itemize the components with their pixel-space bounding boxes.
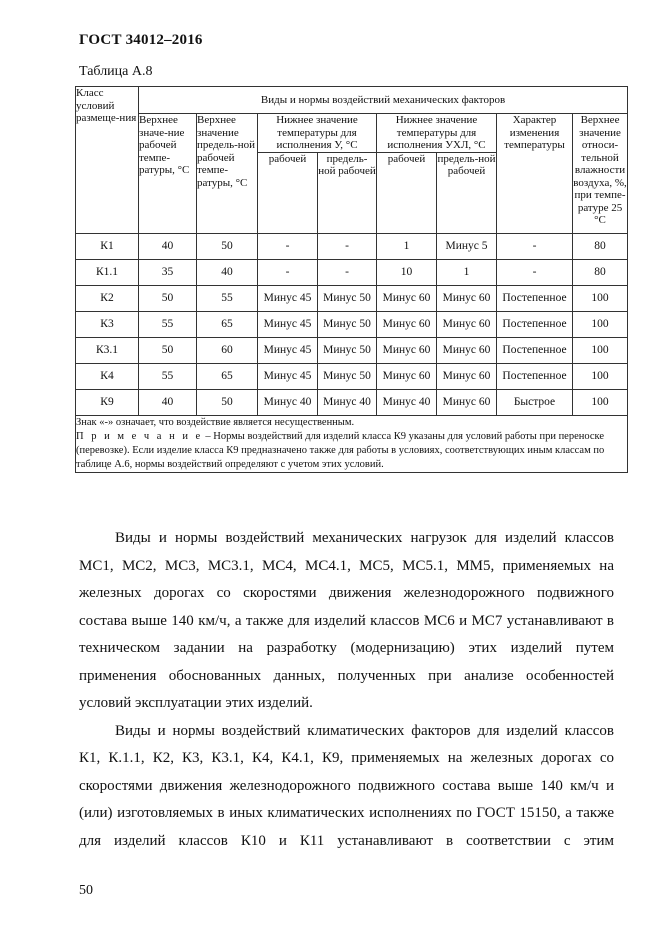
header-lower-temp-uhl: Нижнее значение температуры для исполнения УХЛ, °С bbox=[377, 114, 497, 153]
table-cell: 35 bbox=[139, 259, 197, 285]
table-row bbox=[76, 363, 628, 389]
table-cell: Минус 60 bbox=[437, 363, 497, 389]
table-cell: - bbox=[258, 233, 318, 259]
table-cell: 100 bbox=[573, 389, 628, 415]
table-cell: Минус 50 bbox=[318, 363, 377, 389]
table-cell: 100 bbox=[573, 311, 628, 337]
table-cell: 1 bbox=[437, 259, 497, 285]
table-cell: К9 bbox=[76, 389, 139, 415]
header-main: Виды и нормы воздействий механических факторов bbox=[139, 87, 628, 114]
table-cell: К3 bbox=[76, 311, 139, 337]
table-cell: Минус 60 bbox=[377, 285, 437, 311]
table-cell: Минус 45 bbox=[258, 337, 318, 363]
note-text: – Нормы воздействий для изделий класса К9 указаны для условий работы при переноске (перевозке). Если изделие класса К9 предназначено также для работы в условиях, соответствующих иным классам по таблице А.6, нормы воздействий определяют с учетом этих условий. bbox=[76, 430, 605, 470]
table-cell: 80 bbox=[573, 259, 628, 285]
header-uhl-working: рабочей bbox=[377, 152, 437, 233]
table-cell: 1 bbox=[377, 233, 437, 259]
header-change-character: Характер изменения температуры bbox=[497, 114, 573, 234]
table-cell: К1 bbox=[76, 233, 139, 259]
header-humidity: Верхнее значение относи-тельной влажности воздуха, %, при темпе-ратуре 25 °С bbox=[573, 114, 628, 234]
table-cell: - bbox=[497, 233, 573, 259]
table-cell: 10 bbox=[377, 259, 437, 285]
table-cell: Минус 45 bbox=[258, 363, 318, 389]
table-row bbox=[76, 337, 628, 363]
table-cell: 40 bbox=[139, 233, 197, 259]
document-title: ГОСТ 34012–2016 bbox=[79, 32, 203, 48]
table-cell: 100 bbox=[573, 337, 628, 363]
table-cell: Минус 45 bbox=[258, 311, 318, 337]
table-cell: 65 bbox=[197, 363, 258, 389]
table-cell: 60 bbox=[197, 337, 258, 363]
table-cell: Минус 50 bbox=[318, 311, 377, 337]
table-cell: Постепенное bbox=[497, 363, 573, 389]
header-u-limit: предель-ной рабочей bbox=[318, 152, 377, 233]
table-cell: 55 bbox=[197, 285, 258, 311]
header-u-working: рабочей bbox=[258, 152, 318, 233]
table-cell: Постепенное bbox=[497, 337, 573, 363]
table-cell: Минус 50 bbox=[318, 337, 377, 363]
table-cell: Минус 40 bbox=[377, 389, 437, 415]
table-cell: 50 bbox=[139, 285, 197, 311]
table-cell: 40 bbox=[139, 389, 197, 415]
paragraph-mechanical: Виды и нормы воздействий механических нагрузок для изделий классов МС1, МС2, МС3, МС3.1, МС4, МС4.1, МС5, МС5.1, ММ5, применяемых на железных дорогах со скоростями движения железнодорожного подвижного состава выше 140 км/ч, а также для изделий классов МС6 и МС7 устанавливают в техническом задании на разработку (модернизацию) этих изделий путем применения обоснованных данных, полученных при анализе особенностей условий эксплуатации этих изделий. bbox=[79, 530, 614, 711]
paragraph-climatic: Виды и нормы воздействий климатических факторов для изделий классов К1, К.1.1, К2, К3, К3.1, К4, К4.1, К9, применяемых на железных дорогах со скоростями движения железнодорожного подвижного состава выше 140 км/ч и (или) изготовляемых в иных климатических исполнениях по ГОСТ 15150, а также для изделий классов К10 и К11 устанавливают в соответствии с этим bbox=[79, 722, 614, 849]
table-cell: Минус 40 bbox=[258, 389, 318, 415]
table-cell: Минус 5 bbox=[437, 233, 497, 259]
table-row bbox=[76, 285, 628, 311]
header-upper-working-temp: Верхнее значе-ние рабочей темпе-ратуры, °С bbox=[139, 114, 197, 234]
table-cell: Минус 40 bbox=[318, 389, 377, 415]
header-lower-temp-u: Нижнее значение температуры для исполнения У, °С bbox=[258, 114, 377, 153]
note-label: П р и м е ч а н и е bbox=[76, 430, 203, 442]
table-cell: 80 bbox=[573, 233, 628, 259]
body-text bbox=[79, 525, 614, 855]
table-cell: 50 bbox=[197, 233, 258, 259]
table-body bbox=[76, 233, 628, 415]
table-row bbox=[76, 311, 628, 337]
table-cell: 50 bbox=[139, 337, 197, 363]
table-cell: Минус 60 bbox=[377, 337, 437, 363]
header-class-conditions: Класс условий размеще-ния bbox=[76, 87, 139, 234]
table-cell: Минус 50 bbox=[318, 285, 377, 311]
table-note bbox=[76, 430, 627, 472]
table-cell: Минус 60 bbox=[437, 389, 497, 415]
table-cell: Минус 60 bbox=[437, 285, 497, 311]
sign-note: Знак «-» означает, что воздействие является несущественным. bbox=[76, 416, 355, 428]
table-row bbox=[76, 259, 628, 285]
table-cell: Минус 60 bbox=[377, 363, 437, 389]
table-cell: 55 bbox=[139, 363, 197, 389]
table-cell: - bbox=[318, 233, 377, 259]
table-cell: Минус 60 bbox=[437, 311, 497, 337]
table-cell: К2 bbox=[76, 285, 139, 311]
table-cell: К3.1 bbox=[76, 337, 139, 363]
table-cell: Минус 45 bbox=[258, 285, 318, 311]
table-cell: 100 bbox=[573, 285, 628, 311]
table-cell: 50 bbox=[197, 389, 258, 415]
table-cell: Минус 60 bbox=[377, 311, 437, 337]
table-cell: Постепенное bbox=[497, 311, 573, 337]
page-number: 50 bbox=[79, 883, 93, 898]
table-cell: - bbox=[497, 259, 573, 285]
table-notes bbox=[76, 415, 628, 472]
table-cell: 65 bbox=[197, 311, 258, 337]
table-cell: 55 bbox=[139, 311, 197, 337]
table-cell: - bbox=[318, 259, 377, 285]
header-uhl-limit: предель-ной рабочей bbox=[437, 152, 497, 233]
table-cell: Постепенное bbox=[497, 285, 573, 311]
climate-norms-table bbox=[75, 86, 628, 473]
table-row bbox=[76, 233, 628, 259]
header-upper-limit-temp: Верхнее значение предель-ной рабочей темпе-ратуры, °С bbox=[197, 114, 258, 234]
table-cell: К1.1 bbox=[76, 259, 139, 285]
table-row bbox=[76, 389, 628, 415]
table-cell: Минус 60 bbox=[437, 337, 497, 363]
table-cell: 40 bbox=[197, 259, 258, 285]
table-cell: 100 bbox=[573, 363, 628, 389]
table-cell: - bbox=[258, 259, 318, 285]
table-cell: К4 bbox=[76, 363, 139, 389]
table-caption: Таблица А.8 bbox=[79, 64, 153, 79]
table-cell: Быстрое bbox=[497, 389, 573, 415]
